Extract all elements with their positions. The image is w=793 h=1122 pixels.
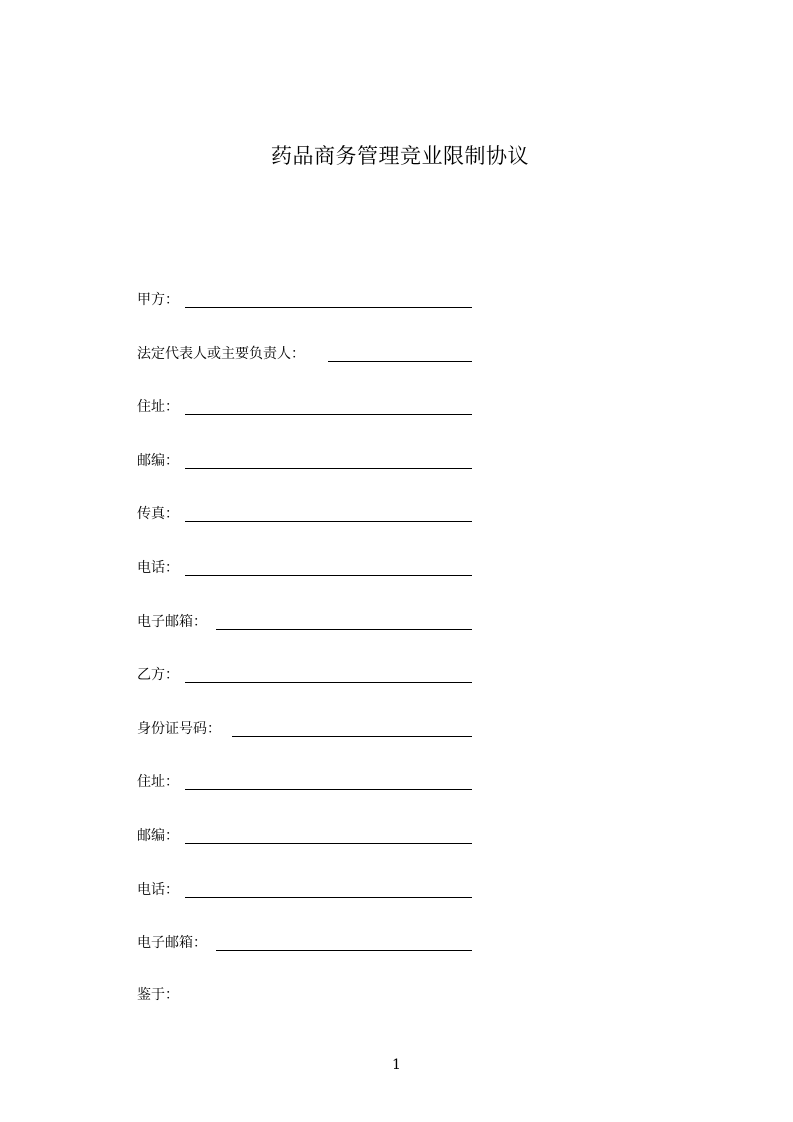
field-label: 身份证号码： <box>137 720 221 737</box>
field-row-phone-b <box>137 877 537 931</box>
page-number: 1 <box>392 1057 401 1073</box>
field-blank-line[interactable] <box>185 307 472 308</box>
field-blank-line[interactable] <box>185 789 472 790</box>
field-blank-line[interactable] <box>185 468 472 469</box>
field-row-email-b <box>137 930 537 984</box>
field-row-postcode-a <box>137 448 537 502</box>
field-blank-line[interactable] <box>185 897 472 898</box>
field-label: 住址： <box>137 399 179 416</box>
field-label: 电话： <box>137 881 179 898</box>
field-label: 电话： <box>137 559 179 576</box>
field-label: 住址： <box>137 774 179 791</box>
whereas-label: 鉴于： <box>137 987 179 1003</box>
field-blank-line[interactable] <box>185 414 472 415</box>
field-blank-line[interactable] <box>185 575 472 576</box>
field-label: 邮编： <box>137 827 179 844</box>
field-row-phone-a <box>137 555 537 609</box>
field-row-legal-representative <box>137 341 537 395</box>
page-title: 药品商务管理竞业限制协议 <box>271 144 529 168</box>
field-blank-line[interactable] <box>185 521 472 522</box>
field-row-id-number <box>137 716 537 770</box>
field-blank-line[interactable] <box>216 629 472 630</box>
field-row-postcode-b <box>137 823 537 877</box>
field-label: 传真： <box>137 506 179 523</box>
field-label: 乙方： <box>137 667 179 684</box>
field-blank-line[interactable] <box>232 736 472 737</box>
field-blank-line[interactable] <box>185 682 472 683</box>
field-row-party-b <box>137 662 537 716</box>
field-row-fax-a <box>137 501 537 555</box>
field-label: 甲方： <box>137 292 179 308</box>
field-label: 电子邮箱： <box>137 935 207 952</box>
field-blank-line[interactable] <box>216 950 472 951</box>
field-row-email-a <box>137 609 537 663</box>
field-blank-line[interactable] <box>185 843 472 844</box>
field-row-address-a <box>137 394 537 448</box>
field-label: 电子邮箱： <box>137 613 207 630</box>
field-row-address-b <box>137 769 537 823</box>
form-fields <box>137 287 537 984</box>
field-label: 邮编： <box>137 452 179 469</box>
field-label: 法定代表人或主要负责人： <box>137 345 305 362</box>
field-row-party-a <box>137 287 537 341</box>
field-blank-line[interactable] <box>328 361 472 362</box>
